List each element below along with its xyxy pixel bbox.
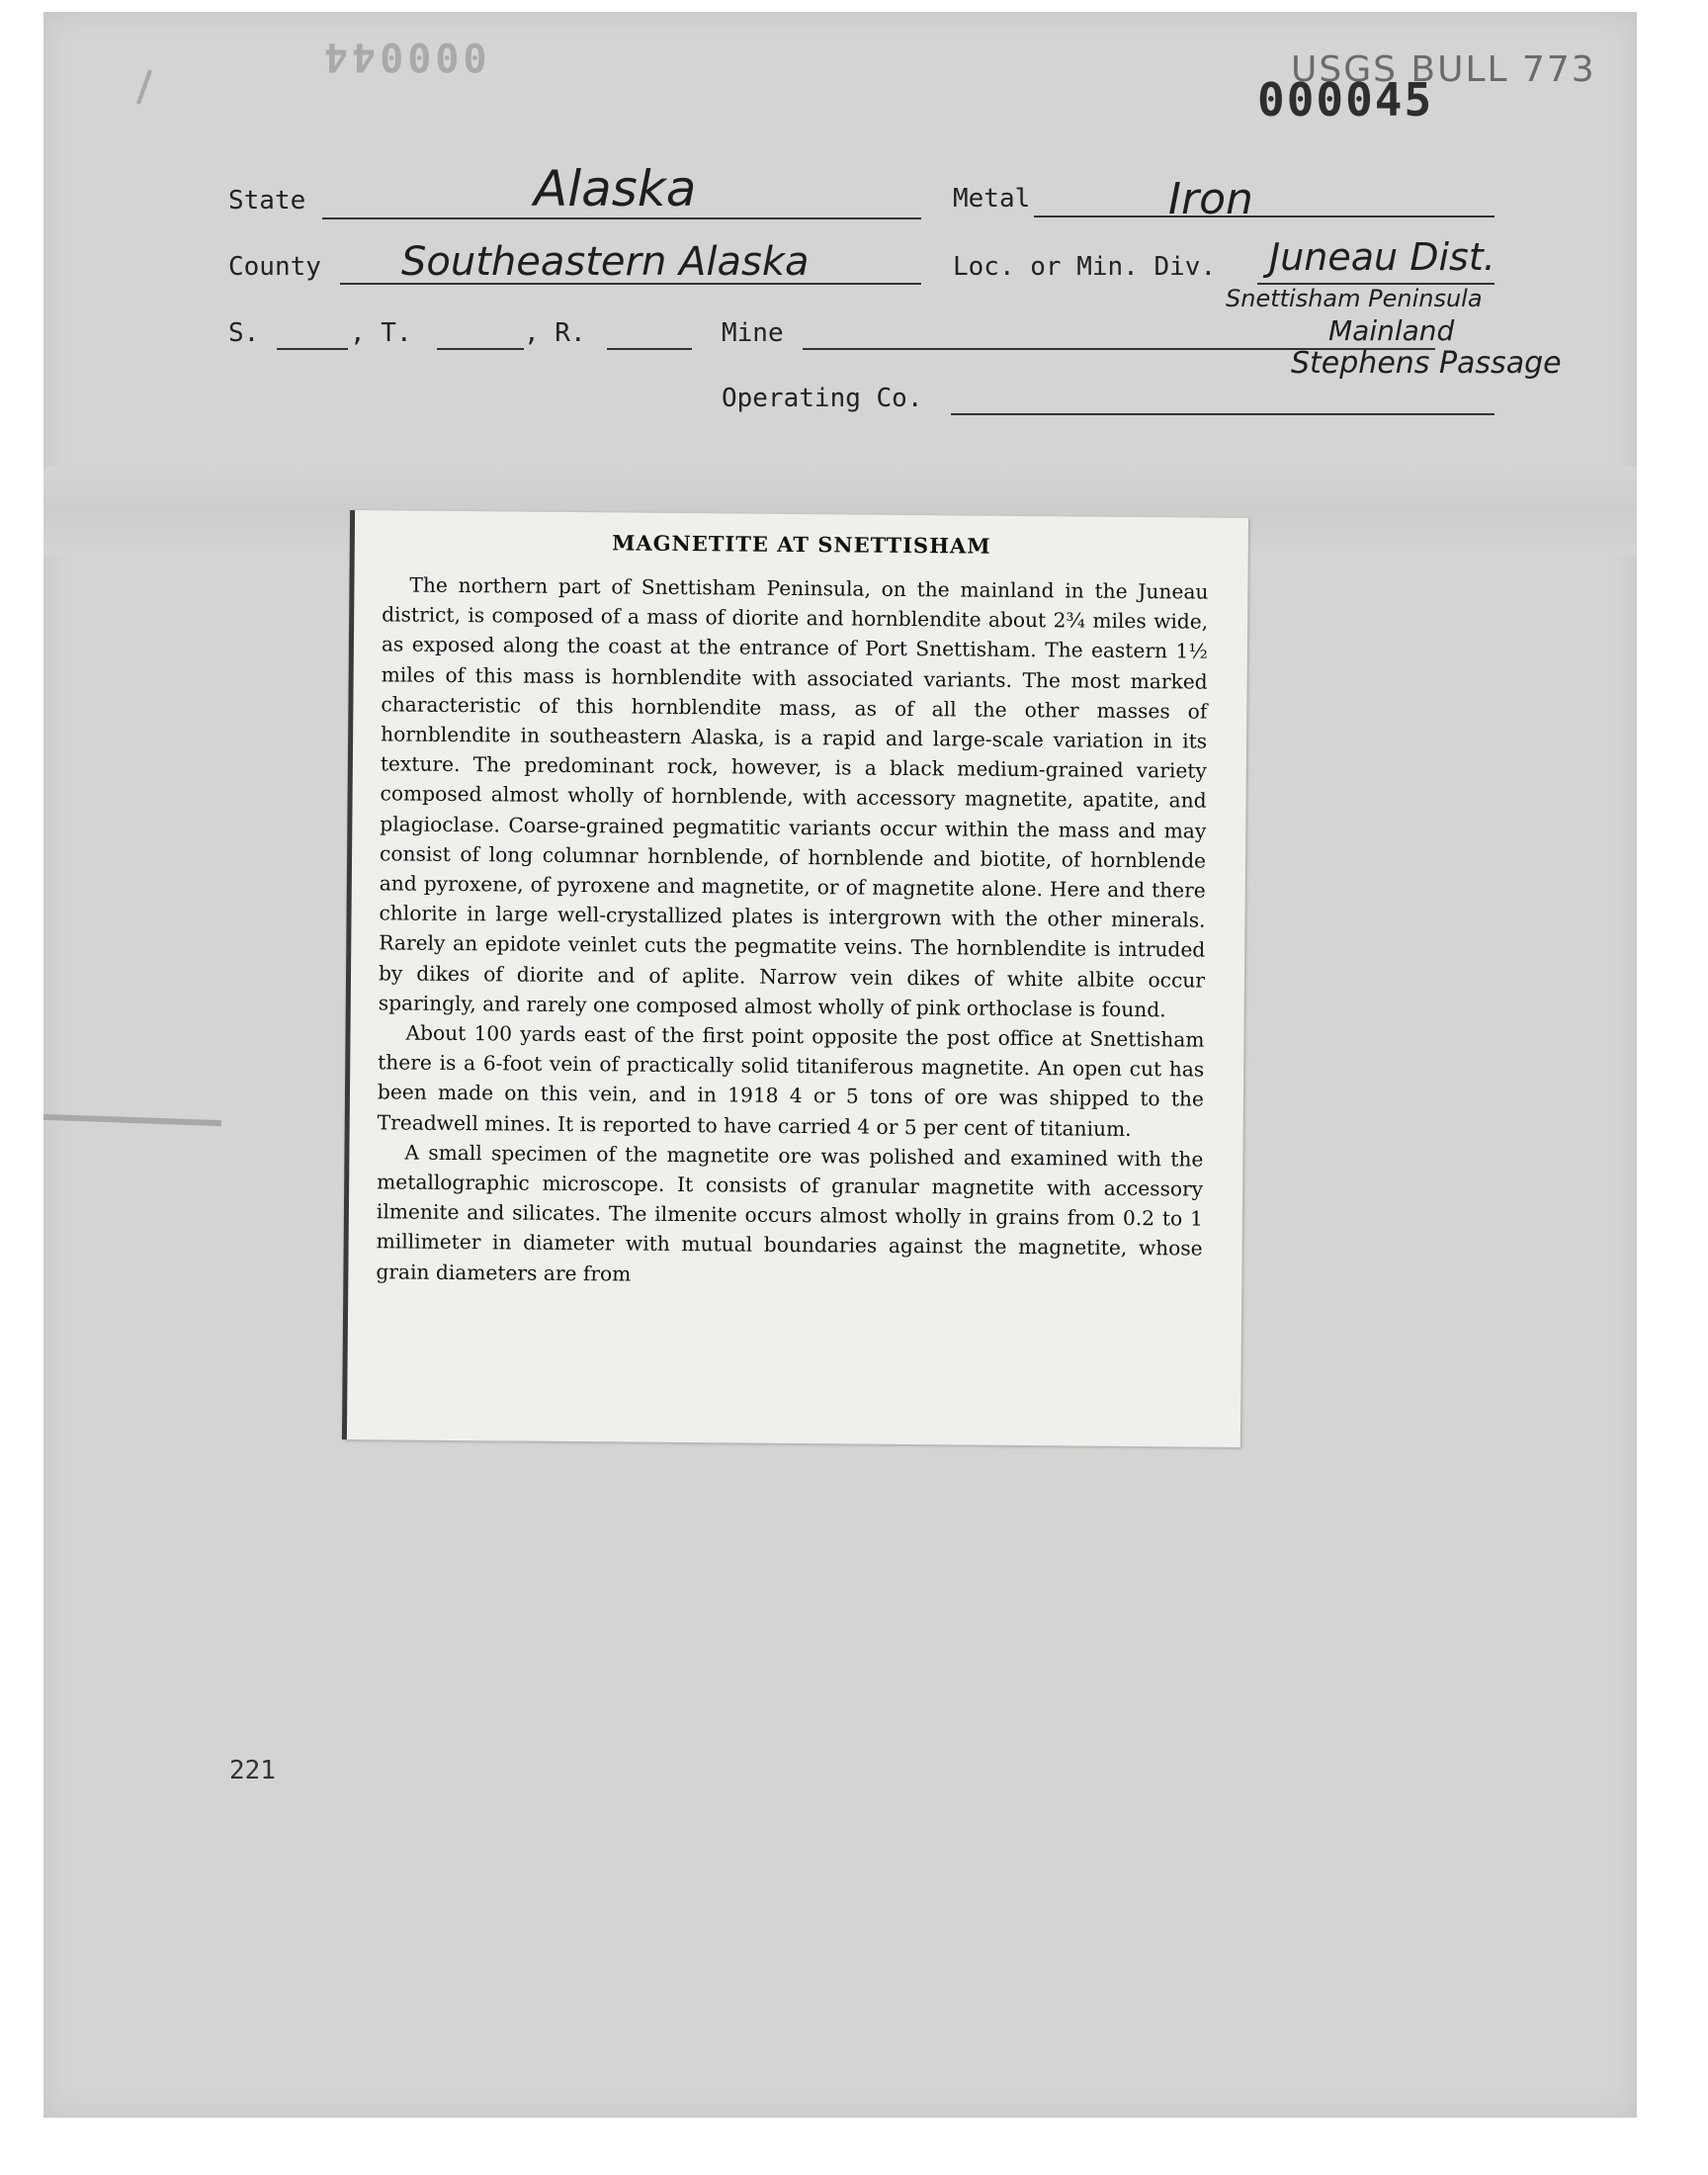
township-line xyxy=(437,348,524,350)
operating-co-label: Operating Co. xyxy=(722,384,923,413)
metal-value: Iron xyxy=(1168,174,1253,224)
article-body xyxy=(376,569,1208,1293)
stamp-number: 000045 xyxy=(1257,73,1434,127)
range-line xyxy=(607,348,692,350)
operating-co-line xyxy=(951,413,1494,415)
article-paragraph: The northern part of Snettisham Peninsula, on the mainland in the Juneau district, is composed of a mass of diorite and hornblendite about 2¾ miles wide, as exposed along the coast at the entrance of Port Snettisham. The eastern 1½ miles of this mass is hornblendite with associated variants. The most marked characteristic of this hornblendite mass, as of all the other masses of hornblendite in southeastern Alaska, is a rapid and large-scale variation in its texture. The predominant rock, however, is a black medium-grained variety composed almost wholly of hornblende, with accessory magnetite, apatite, and plagioclase. Coarse-grained pegmatitic variants occur within the mass and may consist of long columnar hornblende, of hornblende and biotite, of hornblende and pyroxene, of pyroxene and magnetite, or of magnetite alone. Here and there chlorite in large well-crystallized plates is intergrown with the other minerals. Rarely an epidote veinlet cuts the pegmatite veins. The hornblendite is intruded by dikes of diorite and of aplite. Narrow vein dikes of white albite occur sparingly, and rarely one composed almost wholly of pink orthoclase is found. xyxy=(378,572,1209,1022)
metal-line xyxy=(1034,216,1494,218)
state-line xyxy=(322,218,921,219)
article-clipping xyxy=(342,510,1248,1447)
loc-value: Juneau Dist. xyxy=(1269,235,1495,279)
section-line xyxy=(277,348,348,350)
state-value: Alaska xyxy=(534,160,697,218)
mine-label: Mine xyxy=(722,318,784,348)
loc-label: Loc. or Min. Div. xyxy=(953,252,1217,282)
state-label: State xyxy=(228,186,306,216)
metal-label: Metal xyxy=(953,184,1031,214)
article-title: MAGNETITE AT SNETTISHAM xyxy=(612,530,991,559)
mine-line xyxy=(803,348,1435,350)
county-label: County xyxy=(228,252,321,282)
section-label: S. xyxy=(228,318,260,348)
township-label: , T. xyxy=(350,318,412,348)
article-paragraph: About 100 yards east of the first point opposite the post office at Snettisham there is a 6-foot vein of practically solid titaniferous magnetite. An open cut has been made on this vein, and in 1918 4 or 5 tons of ore was shipped to the Treadwell mines. It is reported to have carried 4 or 5 per cent of titanium. xyxy=(377,1020,1205,1141)
loc-note-peninsula: Snettisham Peninsula xyxy=(1226,285,1483,312)
bulletin-reference: USGS BULL 773 xyxy=(1291,49,1596,90)
scan-mark xyxy=(43,1114,221,1126)
scan-mark xyxy=(136,69,152,104)
range-label: , R. xyxy=(524,318,586,348)
page-number: 221 xyxy=(229,1756,276,1785)
article-paragraph: A small specimen of the magnetite ore was polished and examined with the metallographic microscope. It consists of granular magnetite with accessory ilmenite and silicates. The ilmenite occurs almost wholly in grains from 0.2 to 1 millimeter in diameter with mutual boundaries against the magnetite, whose grain diameters are from xyxy=(376,1140,1204,1286)
county-value: Southeastern Alaska xyxy=(401,239,810,285)
loc-note-passage: Stephens Passage xyxy=(1291,346,1562,381)
faint-stamp-number: 000044 xyxy=(320,34,487,79)
loc-note-mainland: Mainland xyxy=(1328,314,1455,347)
